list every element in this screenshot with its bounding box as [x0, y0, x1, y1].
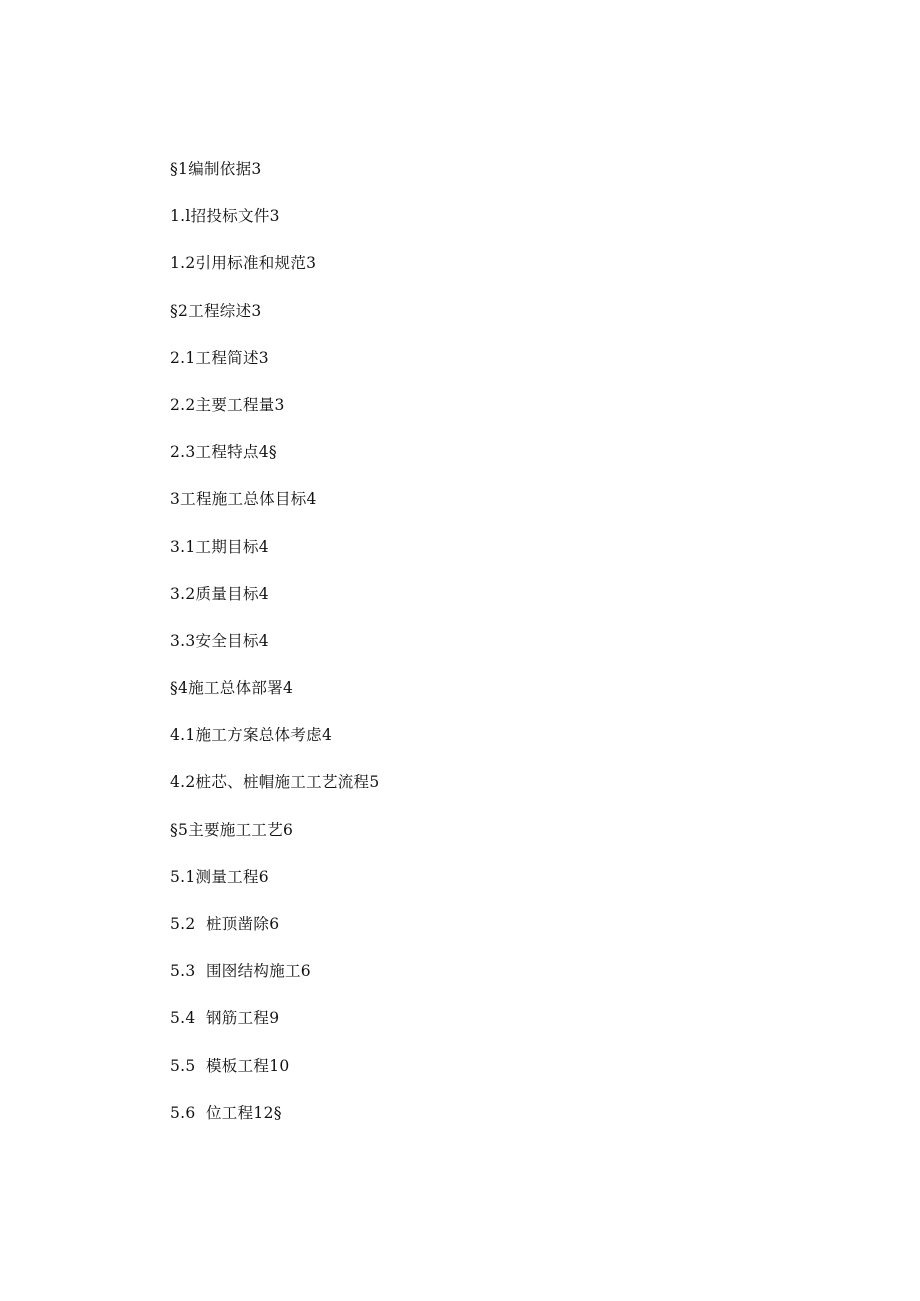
toc-entry: §4施工总体部署4: [170, 679, 294, 698]
toc-entry: 5.3 围囹结构施工6: [170, 962, 311, 981]
toc-entry: 3工程施工总体目标4: [170, 490, 317, 509]
toc-entry: 1.2引用标准和规范3: [170, 254, 317, 273]
toc-entry: 2.2主要工程量3: [170, 395, 285, 414]
toc-entry: 4.2桩芯、桩帽施工工艺流程5: [170, 773, 380, 792]
toc-entry: 5.4 钢筋工程9: [170, 1009, 280, 1028]
toc-entry: 2.1工程简述3: [170, 348, 269, 367]
toc-entry: 3.1工期目标4: [170, 537, 269, 556]
toc-entry: 3.2质量目标4: [170, 584, 269, 603]
toc-entry: 3.3安全目标4: [170, 631, 269, 650]
toc-entry: 4.1施工方案总体考虑4: [170, 726, 333, 745]
table-of-contents: [170, 156, 870, 1147]
toc-entry: 2.3工程特点4§: [170, 443, 277, 462]
toc-entry: §1编制依据3: [170, 160, 262, 178]
toc-entry: 1.l招投标文件3: [170, 207, 280, 226]
toc-entry: 5.5 模板工程10: [170, 1056, 290, 1075]
toc-entry: 5.6 位工程12§: [170, 1103, 282, 1122]
toc-entry: 5.2 桩顶凿除6: [170, 915, 280, 933]
toc-entry: §5主要施工工艺6: [170, 820, 294, 839]
toc-entry: 5.1测量工程6: [170, 867, 269, 886]
toc-entry: §2工程综述3: [170, 301, 262, 320]
